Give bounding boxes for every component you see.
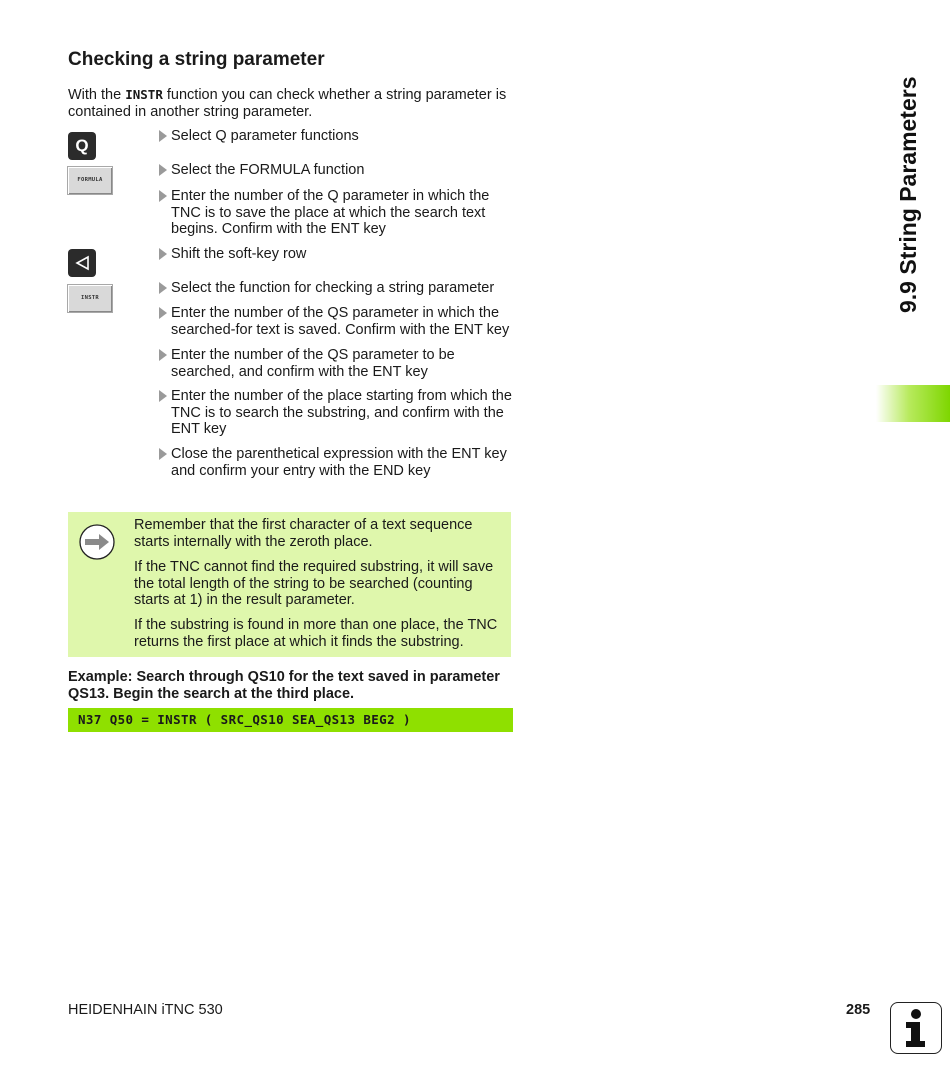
- step-item: Select the function for checking a string parameter: [159, 280, 519, 297]
- page-title: Checking a string parameter: [68, 49, 325, 70]
- code-line: N37 Q50 = INSTR ( SRC_QS10 SEA_QS13 BEG2 ): [78, 712, 411, 727]
- note-paragraph: Remember that the first character of a text sequence starts internally with the zeroth place.: [134, 517, 473, 550]
- intro-before: With the: [68, 87, 126, 103]
- info-icon: [890, 1002, 942, 1054]
- bullet-triangle-icon: [159, 282, 167, 294]
- bullet-triangle-icon: [159, 164, 167, 176]
- step-item: Shift the soft-key row: [159, 246, 519, 263]
- shift-softkey-row-key: [68, 249, 96, 277]
- intro-code: INSTR: [125, 87, 163, 102]
- bullet-triangle-icon: [159, 248, 167, 260]
- step-item: Enter the number of the QS parameter in which the searched-for text is saved. Confirm with the ENT key: [159, 305, 519, 338]
- step-item: Select Q parameter functions: [159, 128, 519, 145]
- bullet-triangle-icon: [159, 307, 167, 319]
- triangle-left-icon: [68, 249, 96, 277]
- intro-text: [68, 87, 518, 120]
- step-item: Select the FORMULA function: [159, 162, 519, 179]
- step-item: Enter the number of the QS parameter to be searched, and confirm with the ENT key: [159, 347, 519, 380]
- bullet-triangle-icon: [159, 448, 167, 460]
- arrow-right-icon: [79, 524, 115, 560]
- bullet-triangle-icon: [159, 390, 167, 402]
- code-example: [68, 708, 513, 732]
- intro-after: function you can check whether a string parameter is contained in another string parameter.: [68, 87, 507, 120]
- footer-publisher: HEIDENHAIN iTNC 530: [68, 1002, 223, 1018]
- bullet-triangle-icon: [159, 130, 167, 142]
- note-box: [68, 512, 511, 657]
- step-item: Enter the number of the place starting from which the TNC is to search the substring, and confirm with the ENT key: [159, 388, 519, 438]
- note-paragraph: If the TNC cannot find the required substring, it will save the total length of the string to be searched (counting starts at 1) in the result parameter.: [134, 559, 494, 608]
- formula-softkey: FORMULA: [67, 166, 113, 195]
- instr-softkey: INSTR: [67, 284, 113, 313]
- step-item: Close the parenthetical expression with the ENT key and confirm your entry with the END key: [159, 446, 519, 479]
- bullet-triangle-icon: [159, 190, 167, 202]
- chapter-tab-marker: [876, 385, 950, 422]
- example-heading: Example: Search through QS10 for the text saved in parameter QS13. Begin the search at the third place.: [68, 669, 500, 702]
- step-item: Enter the number of the Q parameter in which the TNC is to save the place at which the search text begins. Confirm with the ENT key: [159, 188, 519, 238]
- q-key: Q: [68, 132, 96, 160]
- page-number: 285: [846, 1002, 871, 1018]
- note-paragraph: If the substring is found in more than one place, the TNC returns the first place at which it finds the substring.: [134, 617, 498, 650]
- bullet-triangle-icon: [159, 349, 167, 361]
- chapter-title-vertical: 9.9 String Parameters: [895, 76, 921, 313]
